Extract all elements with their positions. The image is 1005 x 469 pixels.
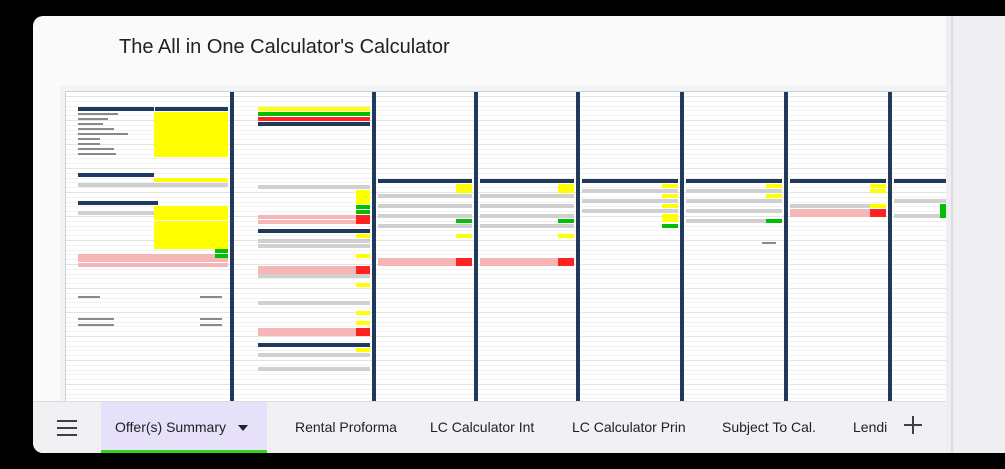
spreadsheet-grid[interactable] [60, 86, 946, 414]
tab-lc-calculator-int[interactable] [416, 402, 534, 453]
tab-label: Offer(s) Summary [115, 419, 226, 435]
tab-subject-to-cal[interactable] [708, 402, 816, 453]
sheet-tab-bar [33, 401, 946, 453]
bottom-bar [0, 453, 1005, 469]
column-divider [372, 92, 376, 414]
tab-offers-summary[interactable] [101, 402, 267, 453]
tab-label: LC Calculator Int [430, 419, 535, 435]
tab-label: LC Calculator Prin [572, 419, 686, 435]
column-divider [888, 92, 892, 414]
column-divider [576, 92, 580, 414]
side-panel [946, 16, 1005, 453]
app-window [33, 16, 946, 453]
top-bar [0, 0, 1005, 16]
plus-icon[interactable] [903, 414, 923, 434]
tab-lendi[interactable] [839, 402, 887, 453]
column-divider [230, 92, 234, 414]
tab-label: Rental Proforma [295, 419, 397, 435]
tab-lc-calculator-prin[interactable] [558, 402, 686, 453]
column-divider [784, 92, 788, 414]
page-title: The All in One Calculator's Calculator [119, 36, 450, 58]
column-divider [680, 92, 684, 414]
column-divider [474, 92, 478, 414]
caret-down-icon[interactable] [238, 425, 248, 431]
tab-label: Subject To Cal. [722, 419, 816, 435]
tab-rental-proforma[interactable] [281, 402, 397, 453]
hamburger-menu-icon[interactable] [55, 418, 79, 438]
tab-label: Lendi [853, 419, 888, 435]
